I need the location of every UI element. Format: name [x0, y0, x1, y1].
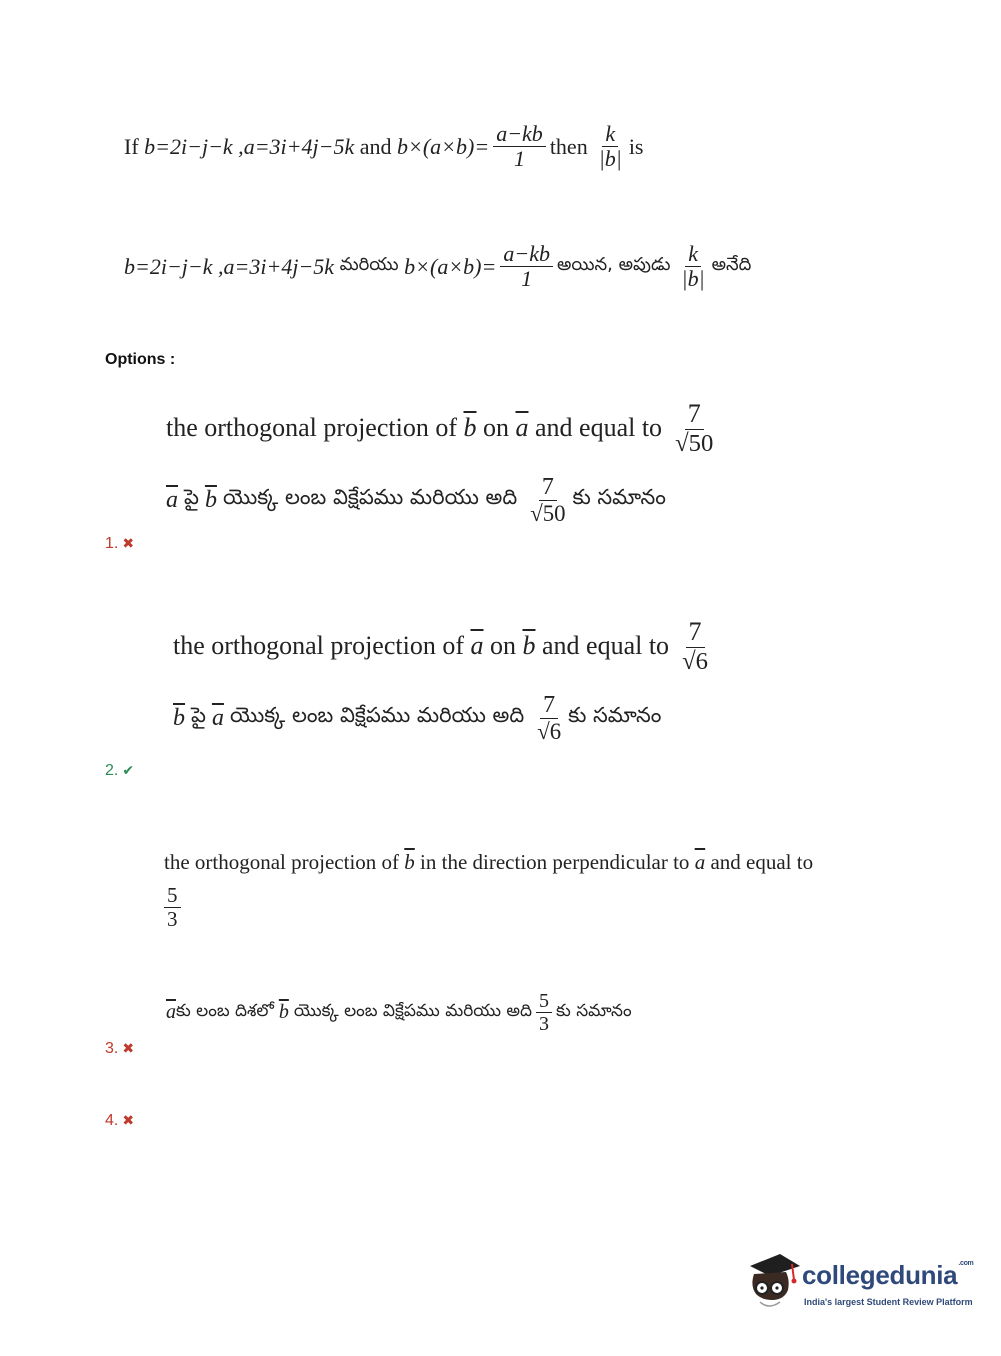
option-3-te-text: యొక్క లంబ విక్షేపము మరియు అది [293, 1000, 533, 1021]
option-2-te-vector-2: $\overline{a}$ [211, 704, 224, 731]
question-te-is: అనేది [711, 254, 752, 276]
question-te-k: k [685, 242, 701, 267]
question-te-and: మరియు [339, 254, 399, 276]
option-1-te-text: యొక్క లంబ విక్షేపము మరియు అది [222, 485, 518, 510]
question-te-b-def: b=2i−j−k , [124, 253, 224, 279]
option-2-en-prefix: the orthogonal projection of [173, 631, 464, 661]
option-2-te-vector-1: $\overline{b}$ [173, 704, 185, 731]
option-3-te-den: 3 [539, 1013, 550, 1035]
option-3-te-num: 5 [536, 990, 552, 1013]
question-te-a-def: a=3i+4j−5k [223, 253, 335, 279]
option-3-en-den: 3 [167, 907, 178, 932]
option-2-en-num: 7 [686, 618, 705, 648]
option-3-te-vector-2: $\overline{b}$ [278, 1001, 289, 1023]
option-1-en-den: √50 [675, 429, 714, 457]
option-1-number: 1. [105, 535, 119, 552]
option-3-telugu [166, 990, 632, 1035]
option-3-te-fraction [536, 990, 552, 1035]
question-te-then: అయిన, అపుడు [556, 254, 671, 276]
option-2-en-fraction [679, 618, 711, 675]
question-te-abs-b: |b| [681, 266, 705, 292]
option-1-te-vector-1: $\overline{a}$ [166, 486, 178, 513]
option-2-telugu [173, 692, 661, 744]
cross-mark-icon: ✖ [122, 1040, 135, 1056]
option-1-en-vector-1: $\overline{b}$ [463, 413, 477, 443]
option-1-te-pai: పై [184, 485, 199, 510]
question-k-fraction [596, 122, 625, 171]
option-1-en-on: on [482, 413, 509, 443]
option-3-en-fraction [160, 884, 185, 931]
question-abs-b: |b| [598, 146, 622, 172]
option-2-te-fraction [534, 692, 564, 744]
cross-mark-icon: ✖ [122, 535, 135, 551]
question-fraction-num: a−kb [493, 122, 546, 147]
question-te-fraction [500, 242, 553, 291]
option-3-label [105, 1040, 134, 1058]
question-fraction-den: 1 [514, 146, 525, 172]
option-2-en-vector-1: $\overline{a}$ [470, 631, 484, 661]
brand-name-text: collegedunia [802, 1260, 958, 1290]
option-3-en-fraction-inner [164, 884, 181, 931]
option-2-label [105, 762, 134, 780]
question-if: If [124, 133, 139, 159]
question-b-def: b=2i−j−k , [144, 133, 244, 159]
check-mark-icon: ✔ [122, 762, 135, 778]
option-2-te-num: 7 [540, 692, 558, 719]
option-2-english [173, 618, 715, 675]
option-1-te-vector-2: $\overline{b}$ [204, 486, 217, 513]
option-3-en-vector-1: $\overline{b}$ [404, 850, 415, 874]
cross-mark-icon: ✖ [122, 1112, 135, 1128]
option-3-te-vector-1: $\overline{a}$ [166, 1001, 176, 1023]
option-2-te-suffix: కు సమానం [568, 703, 662, 728]
option-3-en-num: 5 [164, 884, 181, 908]
option-2-en-suffix: and equal to [541, 631, 670, 661]
option-3-en-prefix: the orthogonal projection of [164, 850, 400, 874]
question-telugu [124, 242, 751, 291]
option-4-number: 4. [105, 1112, 119, 1129]
brand-name [802, 1260, 973, 1291]
question-cross-product: b×(a×b)= [396, 133, 490, 159]
option-1-en-fraction [672, 400, 716, 457]
option-3-te-suffix: కు సమానం [556, 1000, 632, 1021]
option-3-en-vector-2: $\overline{a}$ [694, 850, 706, 874]
option-1-en-prefix: the orthogonal projection of [166, 413, 457, 443]
option-4-label [105, 1112, 134, 1130]
option-3-en-suffix: and equal to [710, 850, 814, 874]
option-1-english [166, 400, 720, 457]
option-2-en-den: √6 [682, 647, 708, 675]
question-k: k [602, 122, 618, 147]
option-3-english [164, 850, 813, 875]
option-2-number: 2. [105, 762, 119, 779]
brand-tagline: India's largest Student Review Platform [804, 1297, 973, 1307]
question-fraction [493, 122, 546, 171]
question-te-fraction-den: 1 [521, 266, 533, 292]
option-2-te-pai: పై [191, 703, 206, 728]
question-english [124, 122, 644, 171]
option-1-te-den: √50 [530, 501, 566, 527]
option-1-en-vector-2: $\overline{a}$ [515, 413, 529, 443]
option-1-te-num: 7 [539, 474, 557, 501]
brand-logo[interactable] [742, 1250, 972, 1320]
option-3-en-mid: in the direction perpendicular to [420, 850, 690, 874]
option-3-number: 3. [105, 1040, 119, 1057]
option-1-label [105, 535, 134, 553]
options-title: Options : [105, 351, 176, 368]
option-3-te-mid: కు లంబ దిశలో [176, 1000, 274, 1021]
option-2-en-vector-2: $\overline{b}$ [522, 631, 536, 661]
option-1-te-fraction [527, 474, 568, 526]
question-and: and [359, 133, 392, 159]
mascot-icon [742, 1250, 802, 1312]
option-1-telugu [166, 474, 666, 526]
question-te-cross-product: b×(a×b)= [404, 253, 497, 279]
brand-com: .com [958, 1260, 974, 1267]
option-2-te-text: యొక్క లంబ విక్షేపము మరియు అది [229, 703, 525, 728]
question-then: then [549, 133, 588, 159]
option-2-te-den: √6 [537, 719, 562, 745]
question-te-k-fraction [679, 242, 708, 291]
option-2-en-on: on [489, 631, 516, 661]
option-1-en-num: 7 [685, 400, 704, 430]
option-1-te-suffix: కు సమానం [572, 485, 666, 510]
question-is: is [628, 133, 644, 159]
question-a-def: a=3i+4j−5k [243, 133, 355, 159]
question-te-fraction-num: a−kb [500, 242, 553, 267]
option-1-en-suffix: and equal to [534, 413, 663, 443]
